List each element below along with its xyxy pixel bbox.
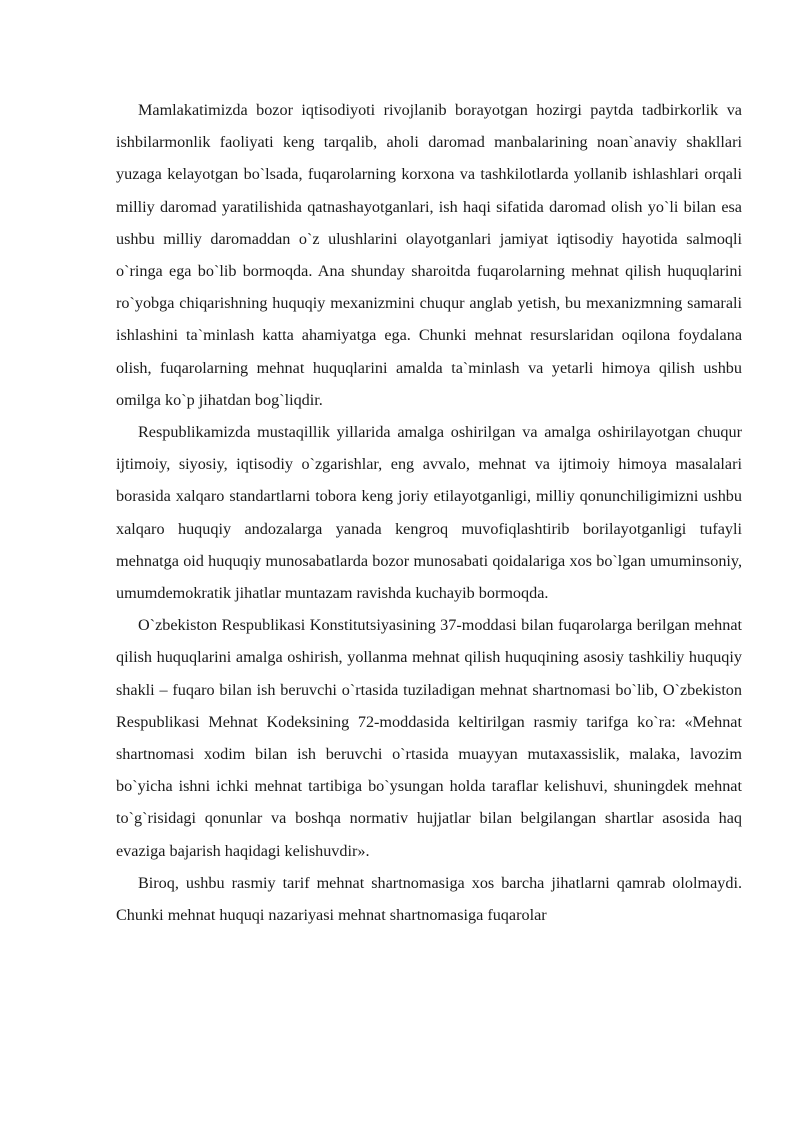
- paragraph-4: Biroq, ushbu rasmiy tarif mehnat shartnomasiga xos barcha jihatlarni qamrab ololmaydi. Chunki mehnat huquqi nazariyasi mehnat shartnomasiga fuqarolar: [116, 873, 742, 925]
- paragraph-1: Mamlakatimizda bozor iqtisodiyoti rivojlanib borayotgan hozirgi paytda tadbirkorlik va ishbilarmonlik faoliyati keng tarqalib, aholi daromad manbalarining noan`anaviy shakllari yuzaga kelayotgan bo`lsada, fuqarolarning korxona va tashkilotlarda yollanib ishlashlari orqali milliy daromad yaratilishida qatnashayotganlari, ish haqi sifatida daromad olish yo`li bilan esa ushbu milliy daromaddan o`z ulushlarini olayotganlari jamiyat iqtisodiy hayotida salmoqli o`ringa ega bo`lib bormoqda. Ana shunday sharoitda fuqarolarning mehnat qilish huquqlarini ro`yobga chiqarishning huquqiy mexanizmini chuqur anglab yetish, bu mexanizmning samarali ishlashini ta`minlash katta ahamiyatga ega. Chunki mehnat resurslaridan oqilona foydalana olish, fuqarolarning mehnat huquqlarini amalda ta`minlash va yetarli himoya qilish ushbu omilga ko`p jihatdan bog`liqdir.: [116, 101, 742, 409]
- document-page: [116, 94, 742, 931]
- paragraph-3: O`zbekiston Respublikasi Konstitutsiyasining 37-moddasi bilan fuqarolarga berilgan mehnat qilish huquqlarini amalga oshirish, yollanma mehnat qilish huquqining asosiy tashkiliy huquqiy shakli – fuqaro bilan ish beruvchi o`rtasida tuziladigan mehnat shartnomasi bo`lib, O`zbekiston Respublikasi Mehnat Kodeksining 72-moddasida keltirilgan rasmiy tarifga ko`ra: «Mehnat shartnomasi xodim bilan ish beruvchi o`rtasida muayyan mutaxassislik, malaka, lavozim bo`yicha ishni ichki mehnat tartibiga bo`ysungan holda taraflar kelishuvi, shuningdek mehnat to`g`risidagi qonunlar va boshqa normativ hujjatlar bilan belgilangan shartlar asosida haq evaziga bajarish haqidagi kelishuvdir».: [116, 616, 742, 860]
- paragraph-2: Respublikamizda mustaqillik yillarida amalga oshirilgan va amalga oshirilayotgan chuqur ijtimoiy, siyosiy, iqtisodiy o`zgarishlar, eng avvalo, mehnat va ijtimoiy himoya masalalari borasida xalqaro standartlarni tobora keng joriy etilayotganligi, milliy qonunchiligimizni ushbu xalqaro huquqiy andozalarga yanada kengroq muvofiqlashtirib borilayotganligi tufayli mehnatga oid huquqiy munosabatlarda bozor munosabati qoidalariga xos bo`lgan umuminsoniy, umumdemokratik jihatlar muntazam ravishda kuchayib bormoqda.: [116, 423, 742, 603]
